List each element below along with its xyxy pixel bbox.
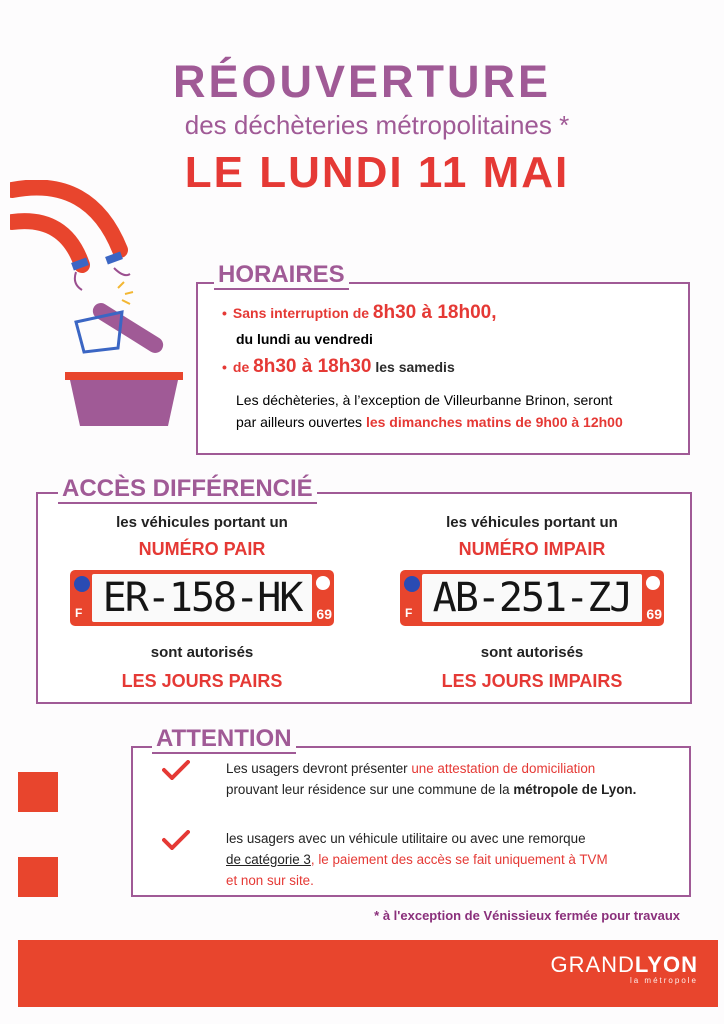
attention-item-utility: les usagers avec un véhicule utilitaire ou avec une remorque de catégorie 3, le paiement des accès se fait uniquement à TVM et non sur site.: [226, 831, 608, 888]
even-license-plate: [70, 570, 334, 626]
page-title: RÉOUVERTURE: [172, 56, 552, 107]
plate-department: 69: [316, 606, 332, 622]
odd-days-footer: sont autorisés LES JOURS IMPAIRS: [441, 644, 623, 691]
grandlyon-logo: GRANDLYON la métropole: [550, 952, 698, 985]
decorative-square: [18, 857, 58, 897]
attention-heading: ATTENTION: [152, 726, 296, 754]
odd-plate-header: les véhicules portant un NUMÉRO IMPAIR: [446, 514, 618, 559]
plate-country: F: [75, 606, 83, 620]
even-days-footer: sont autorisés LES JOURS PAIRS: [121, 644, 283, 691]
weekday-label: du lundi au vendredi: [236, 331, 373, 347]
region-logo-icon: [646, 576, 660, 590]
eu-stars-icon: [74, 576, 90, 592]
decorative-square: [18, 772, 58, 812]
plate-country: F: [405, 606, 413, 620]
attention-item-domicile: Les usagers devront présenter une attestation de domiciliation prouvant leur résidence sur une commune de la métropole de Lyon.: [226, 761, 637, 797]
recycling-illustration: [10, 180, 200, 440]
odd-license-plate: [400, 570, 664, 626]
weekday-hours: • Sans interruption de 8h30 à 18h00,: [222, 302, 497, 323]
plate-number: ER-158-HK: [92, 574, 312, 622]
checkmark-icon: [162, 760, 190, 780]
region-logo-icon: [316, 576, 330, 590]
footer-bar: [18, 940, 718, 1007]
sunday-note-line1: Les déchèteries, à l’exception de Villeurbanne Brinon, seront: [236, 392, 613, 408]
eu-stars-icon: [404, 576, 420, 592]
plate-number: AB-251-ZJ: [422, 574, 642, 622]
page-subtitle: des déchèteries métropolitaines *: [184, 110, 570, 140]
plate-department: 69: [646, 606, 662, 622]
footnote: * à l'exception de Vénissieux fermée pour travaux: [374, 908, 680, 923]
saturday-hours: • de 8h30 à 18h30 les samedis: [222, 356, 455, 377]
sunday-note-line2: par ailleurs ouvertes les dimanches matins de 9h00 à 12h00: [236, 414, 623, 430]
acces-heading: ACCÈS DIFFÉRENCIÉ: [58, 476, 317, 504]
reopening-date: LE LUNDI 11 MAI: [184, 148, 570, 197]
checkmark-icon: [162, 830, 190, 850]
even-plate-header: les véhicules portant un NUMÉRO PAIR: [116, 514, 288, 559]
horaires-heading: HORAIRES: [214, 262, 349, 290]
